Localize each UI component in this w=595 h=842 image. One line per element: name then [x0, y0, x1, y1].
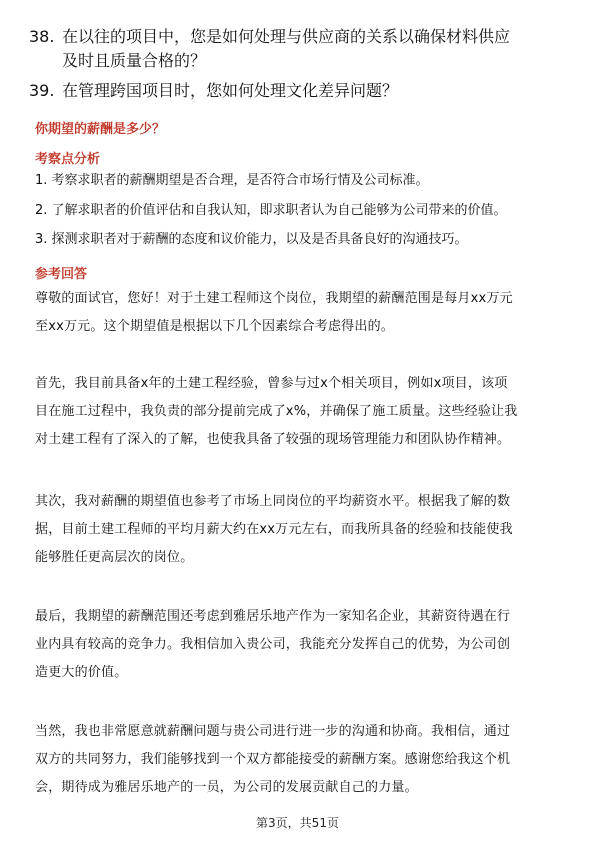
answer-heading: 参考回答: [35, 267, 88, 282]
question-text: 在管理跨国项目时，您如何处理文化差异问题？: [62, 81, 399, 100]
question-number: 39.: [29, 81, 55, 100]
answer-paragraph: [35, 370, 563, 454]
analysis-item: 1. 考察求职者的薪酬期望是否合理，是否符合市场行情及公司标准。: [35, 173, 429, 188]
paragraph-line: 会，期待成为雅居乐地产的一员，为公司的发展贡献自己的力量。: [35, 780, 418, 795]
answer-paragraph: [35, 603, 563, 687]
answer-paragraph: [35, 285, 563, 341]
paragraph-line: 目在施工过程中，我负责的部分提前完成了x%，并确保了施工质量。这些经验让我: [35, 404, 518, 419]
paragraph-line: 首先，我目前具备x年的土建工程经验，曾参与过x个相关项目，例如x项目，该项: [35, 376, 508, 391]
question-text: 在以往的项目中，您是如何处理与供应商的关系以确保材料供应: [62, 27, 511, 46]
answer-paragraph: [35, 718, 563, 802]
page-footer: 第3页，共51页: [256, 816, 339, 830]
paragraph-line: 至xx万元。这个期望值是根据以下几个因素综合考虑得出的。: [35, 319, 394, 334]
paragraph-line: 据，目前土建工程师的平均月薪大约在xx万元左右，而我所具备的经验和技能使我: [35, 522, 513, 537]
question-text-continued: 及时且质量合格的？: [62, 51, 207, 70]
analysis-heading: 考察点分析: [35, 152, 101, 167]
analysis-item: 2. 了解求职者的价值评估和自我认知，即求职者认为自己能够为公司带来的价值。: [35, 203, 507, 218]
question-number: 38.: [29, 27, 55, 46]
section-question: 你期望的薪酬是多少？: [35, 122, 166, 137]
paragraph-line: 双方的共同努力，我们能够找到一个双方都能接受的薪酬方案。感谢您给我这个机: [35, 752, 511, 767]
answer-paragraph: [35, 488, 563, 572]
paragraph-line: 其次，我对薪酬的期望值也参考了市场上同岗位的平均薪资水平。根据我了解的数: [35, 494, 511, 509]
paragraph-line: 能够胜任更高层次的岗位。: [35, 550, 194, 565]
paragraph-line: 业内具有较高的竞争力。我相信加入贵公司，我能充分发挥自己的优势，为公司创: [35, 637, 511, 652]
analysis-item: 3. 探测求职者对于薪酬的态度和议价能力，以及是否具备良好的沟通技巧。: [35, 232, 468, 247]
paragraph-line: 最后，我期望的薪酬范围还考虑到雅居乐地产作为一家知名企业，其薪资待遇在行: [35, 609, 511, 624]
paragraph-line: 尊敬的面试官，您好！对于土建工程师这个岗位，我期望的薪酬范围是每月xx万元: [35, 291, 513, 306]
paragraph-line: 造更大的价值。: [35, 665, 128, 680]
paragraph-line: 当然，我也非常愿意就薪酬问题与贵公司进行进一步的沟通和协商。我相信，通过: [35, 724, 511, 739]
paragraph-line: 对土建工程有了深入的了解，也使我具备了较强的现场管理能力和团队协作精神。: [35, 432, 511, 447]
